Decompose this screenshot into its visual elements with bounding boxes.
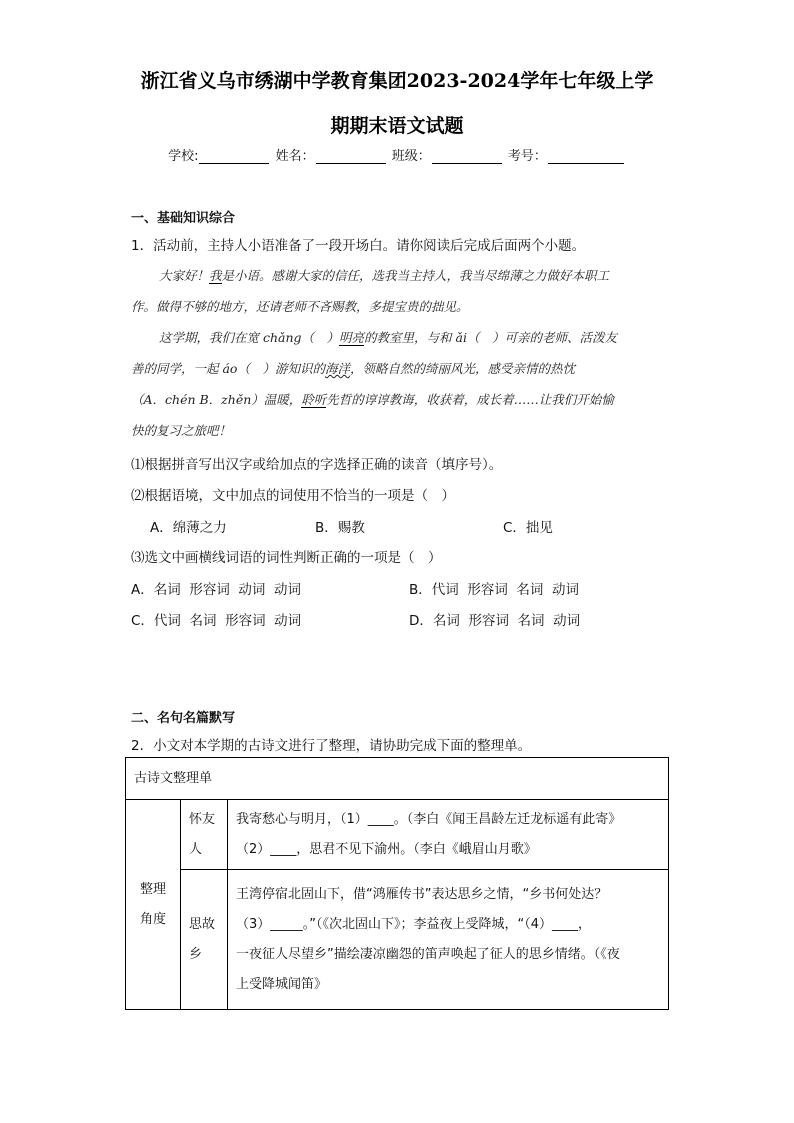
question2-stem: 2．小文对本学期的古诗文进行了整理，请协助完成下面的整理单。 [131,738,532,754]
row2-line2: （3）_____。”（《次北固山下》；李益夜上受降城，“（4）____， [236,916,592,932]
name-label: 姓名： [275,149,315,164]
question1-stem: 1．活动前，主持人小语准备了一段开场白。请你阅读后完成后面两个小题。 [131,238,586,254]
sub3-option-a[interactable]: A．名词 形容词 动词 动词 [131,582,301,598]
school-blank[interactable] [199,149,269,164]
subquestion-1: ⑴根据拼音写出汉字或给加点的字选择正确的读音（填序号）。 [131,457,503,473]
document-title-line2: 期期末语文试题 [330,115,464,137]
student-info-line [0,145,794,164]
name-blank[interactable] [316,149,386,164]
angle-label: 整理角度 [126,800,181,1010]
row2-line1: 王湾停宿北固山下，借“鸿雁传书”表达思乡之情，“乡书何处达？ [236,886,608,902]
table-header: 古诗文整理单 [126,758,669,800]
sub3-option-d[interactable]: D．名词 形容词 名词 动词 [409,613,581,629]
row2-line4: 上受降城闻笛》 [236,976,328,992]
underlined-word-wo: 我 [209,268,222,283]
passage-line-6: 快的复习之旅吧！ [131,423,232,438]
class-label: 班级： [391,149,431,164]
row1-line2: （2）____，思君不见下渝州。（李白《峨眉山月歌》 [236,841,537,857]
exam-no-label: 考号： [507,149,547,164]
sub3-option-c[interactable]: C．代词 名词 形容词 动词 [131,613,302,629]
subquestion-2: ⑵根据语境，文中加点的词使用不恰当的一项是（ ） [131,488,455,504]
poetry-organizer-table [125,757,669,1010]
row-siguxiang-content [228,870,669,1010]
underlined-word-haiyang: 海洋 [324,361,350,376]
document-title-line1: 浙江省义乌市绣湖中学教育集团2023-2024学年七年级上学 [140,70,654,92]
sub2-option-b[interactable]: B．赐教 [315,520,365,536]
passage-line-3: 这学期，我们在宽 chǎng（ ）明亮的教室里，与和 ǎi（ ）可亲的老师、活泼友 [159,330,617,345]
passage-line-5: （A．chén B．zhěn）温暖，聆听先哲的谆谆教诲，收获着，成长着……让我们开始愉 [131,392,614,407]
underlined-word-mingliang: 明亮 [339,330,365,345]
row1-line1: 我寄愁心与明月，（1）____。（李白《闻王昌龄左迁龙标遥有此寄》 [236,811,622,827]
row2-line3: 一夜征人尽望乡”描绘凄凉幽怨的笛声唤起了征人的思乡情绪。（《夜 [236,946,620,962]
passage-line-2: 作。做得不够的地方，还请老师不吝赐教，多提宝贵的拙见。 [131,299,469,314]
class-blank[interactable] [432,149,502,164]
section1-heading: 一、基础知识综合 [131,211,236,226]
row-huaiyouren-content [228,800,669,870]
passage-line-4: 善的同学，一起 áo（ ）游知识的海洋，领略自然的绮丽风光，感受亲情的热忱 [131,361,575,376]
sub2-option-c[interactable]: C．拙见 [503,520,553,536]
subquestion-3: ⑶选文中画横线词语的词性判断正确的一项是（ ） [131,550,442,566]
underlined-word-lingting: 聆听 [301,392,327,407]
section2-heading: 二、名句名篇默写 [131,711,236,726]
sub3-option-b[interactable]: B．代词 形容词 名词 动词 [409,582,580,598]
passage-line-1: 大家好！我是小语。感谢大家的信任，选我当主持人，我当尽绵薄之力做好本职工 [159,268,610,283]
exam-no-blank[interactable] [548,149,624,164]
school-label: 学校: [168,149,199,164]
topic-huaiyouren: 怀友人 [181,800,228,870]
topic-siguxiang: 思故乡 [181,870,228,1010]
sub2-option-a[interactable]: A．绵薄之力 [150,520,227,536]
